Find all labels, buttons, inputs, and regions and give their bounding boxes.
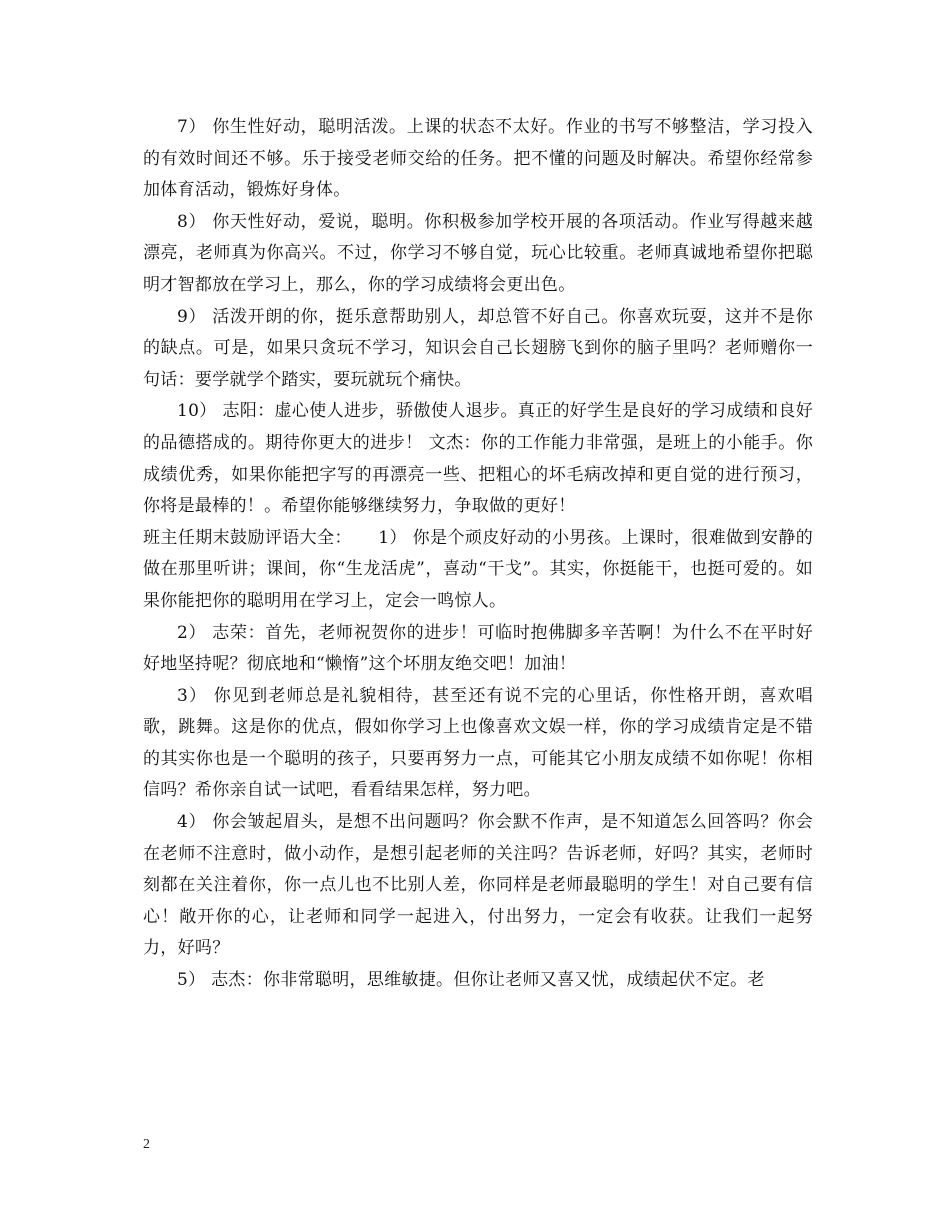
page-number: 2: [143, 1137, 150, 1152]
paragraph-3: 3） 你见到老师总是礼貌相待，甚至还有说不完的心里话，你性格开朗，喜欢唱歌，跳舞。这是你的优点，假如你学习上也像喜欢文娱一样，你的学习成绩肯定是不错的其实你也是一个聪明的孩子，只要再努力一点，可能其它小朋友成绩不如你呢！你相信吗？希你亲自试一试吧，看看结果怎样，努力吧。: [143, 685, 813, 801]
section-heading-paragraph: 班主任期末鼓励评语大全： 1） 你是个顽皮好动的小男孩。上课时，很难做到安静的做在那里听讲；课间，你“生龙活虎”，喜动“干戈”。其实，你挺能干，也挺可爱的。如果你能把你的聪明用在学习上，定会一鸣惊人。: [143, 527, 813, 611]
paragraph-8: 8） 你天性好动，爱说，聪明。你积极参加学校开展的各项活动。作业写得越来越漂亮，老师真为你高兴。不过，你学习不够自觉，玩心比较重。老师真诚地希望你把聪明才智都放在学习上，那么，你的学习成绩将会更出色。: [143, 211, 813, 295]
paragraph-9: 9） 活泼开朗的你，挺乐意帮助别人，却总管不好自己。你喜欢玩耍，这并不是你的缺点。可是，如果只贪玩不学习，知识会自己长翅膀飞到你的脑子里吗？老师赠你一句话：要学就学个踏实，要玩就玩个痛快。: [143, 306, 813, 390]
paragraph-5: 5） 志杰：你非常聪明，思维敏捷。但你让老师又喜又忧，成绩起伏不定。老: [177, 970, 765, 991]
paragraph-10: 10） 志阳：虚心使人进步，骄傲使人退步。真正的好学生是良好的学习成绩和良好的品德搭成的。期待你更大的进步！ 文杰：你的工作能力非常强，是班上的小能手。你成绩优秀，如果你能把字写的再漂亮一些、把粗心的坏毛病改掉和更自觉的进行预习，你将是最棒的！。希望你能够继续努力，争取做的更好！: [143, 401, 813, 517]
document-body: [143, 112, 813, 997]
paragraph-2: 2） 志荣：首先，老师祝贺你的进步！可临时抱佛脚多辛苦啊！为什么不在平时好好地坚持呢？彻底地和“懒惰”这个坏朋友绝交吧！加油！: [143, 622, 813, 675]
paragraph-7: 7） 你生性好动，聪明活泼。上课的状态不太好。作业的书写不够整洁，学习投入的有效时间还不够。乐于接受老师交给的任务。把不懂的问题及时解决。希望你经常参加体育活动，锻炼好身体。: [143, 117, 813, 201]
paragraph-4: 4） 你会皱起眉头，是想不出问题吗？你会默不作声，是不知道怎么回答吗？你会在老师不注意时，做小动作，是想引起老师的关注吗？告诉老师，好吗？其实，老师时刻都在关注着你，你一点儿也不比别人差，你同样是老师最聪明的学生！对自己要有信心！敞开你的心，让老师和同学一起进入，付出努力，一定会有收获。让我们一起努力，好吗？: [143, 812, 813, 959]
